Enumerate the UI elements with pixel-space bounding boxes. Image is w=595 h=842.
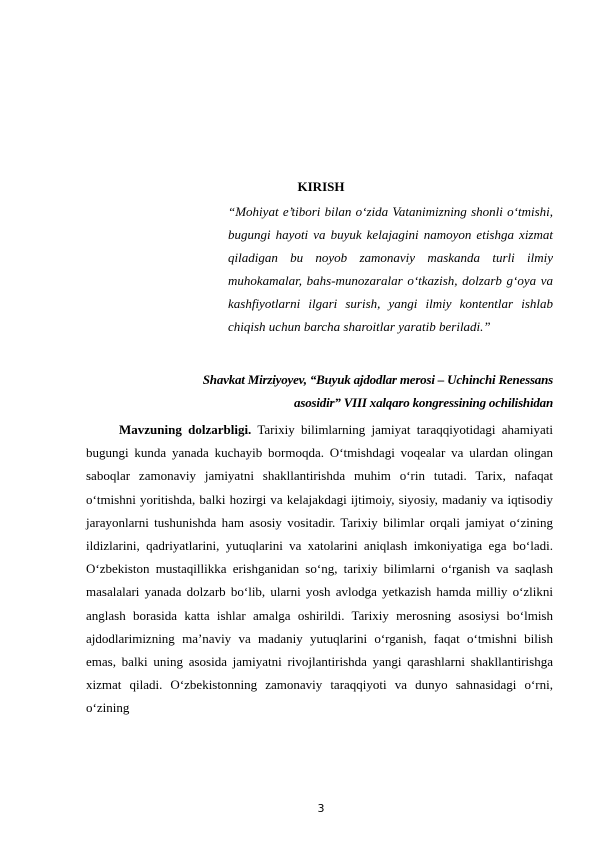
epigraph-attribution: Shavkat Mirziyoyev, “Buyuk ajdodlar merosi – Uchinchi Renessans asosidir” VIII xalqaro kongressining ochilishidan — [202, 372, 553, 410]
section-heading: KIRISH — [297, 179, 345, 194]
epigraph-quote: “Mohiyat e’tibori bilan o‘zida Vatanimizning shonli o‘tmishi, bugungi hayoti va buyuk kelajagini namoyon etishga xizmat qiladigan bu noyob zamonaviy maskanda turli ilmiy muhokamalar, bahs-munozaralar o‘tkazish, dolzarb g‘oya va kashfiyotlarni ilgari surish, yangi ilmiy kontentlar ishlab chiqish uchun barcha sharoitlar yaratib beriladi.” — [228, 204, 553, 334]
paragraph-text: Tarixiy bilimlarning jamiyat taraqqiyotidagi ahamiyati bugungi kunda yanada kuchayib bormoqda. O‘tmishdagi voqealar va ulardan olingan saboqlar zamonaviy jamiyatni shakllantirishda muhim o‘rin tutadi. Tarix, nafaqat o‘tmishni yoritishda, balki hozirgi va kelajakdagi ijtimoiy, siyosiy, madaniy va iqtisodiy jarayonlarni tushunishda ham asosiy vositadir. Tarixiy bilimlar orqali jamiyat o‘zining ildizlarini, qadriyatlarini, yutuqlarini va xatolarini aniqlash imkoniyatiga ega bo‘ladi. O‘zbekiston mustaqillikka erishganidan so‘ng, tarixiy bilimlarni o‘rganish va saqlash masalalari yanada dolzarb bo‘lib, ularni yosh avlodga yetkazish hamda milliy o‘zlikni anglash borasida katta ishlar amalga oshirildi. Tarixiy merosning asosiysi bo‘lmish ajdodlarimizning ma’naviy va madaniy yutuqlarini o‘rganish, faqat o‘tmishni bilish emas, balki uning asosida jamiyatni rivojlantirishda yangi qarashlarni shakllantirishga xizmat qiladi. O‘zbekistonning zamonaviy taraqqiyoti va dunyo sahnasidagi o‘rni, o‘zining — [86, 422, 554, 716]
body-paragraph — [86, 418, 553, 720]
page-number: 3 — [317, 802, 325, 815]
paragraph-lead: Mavzuning dolzarbligi. — [119, 422, 252, 437]
